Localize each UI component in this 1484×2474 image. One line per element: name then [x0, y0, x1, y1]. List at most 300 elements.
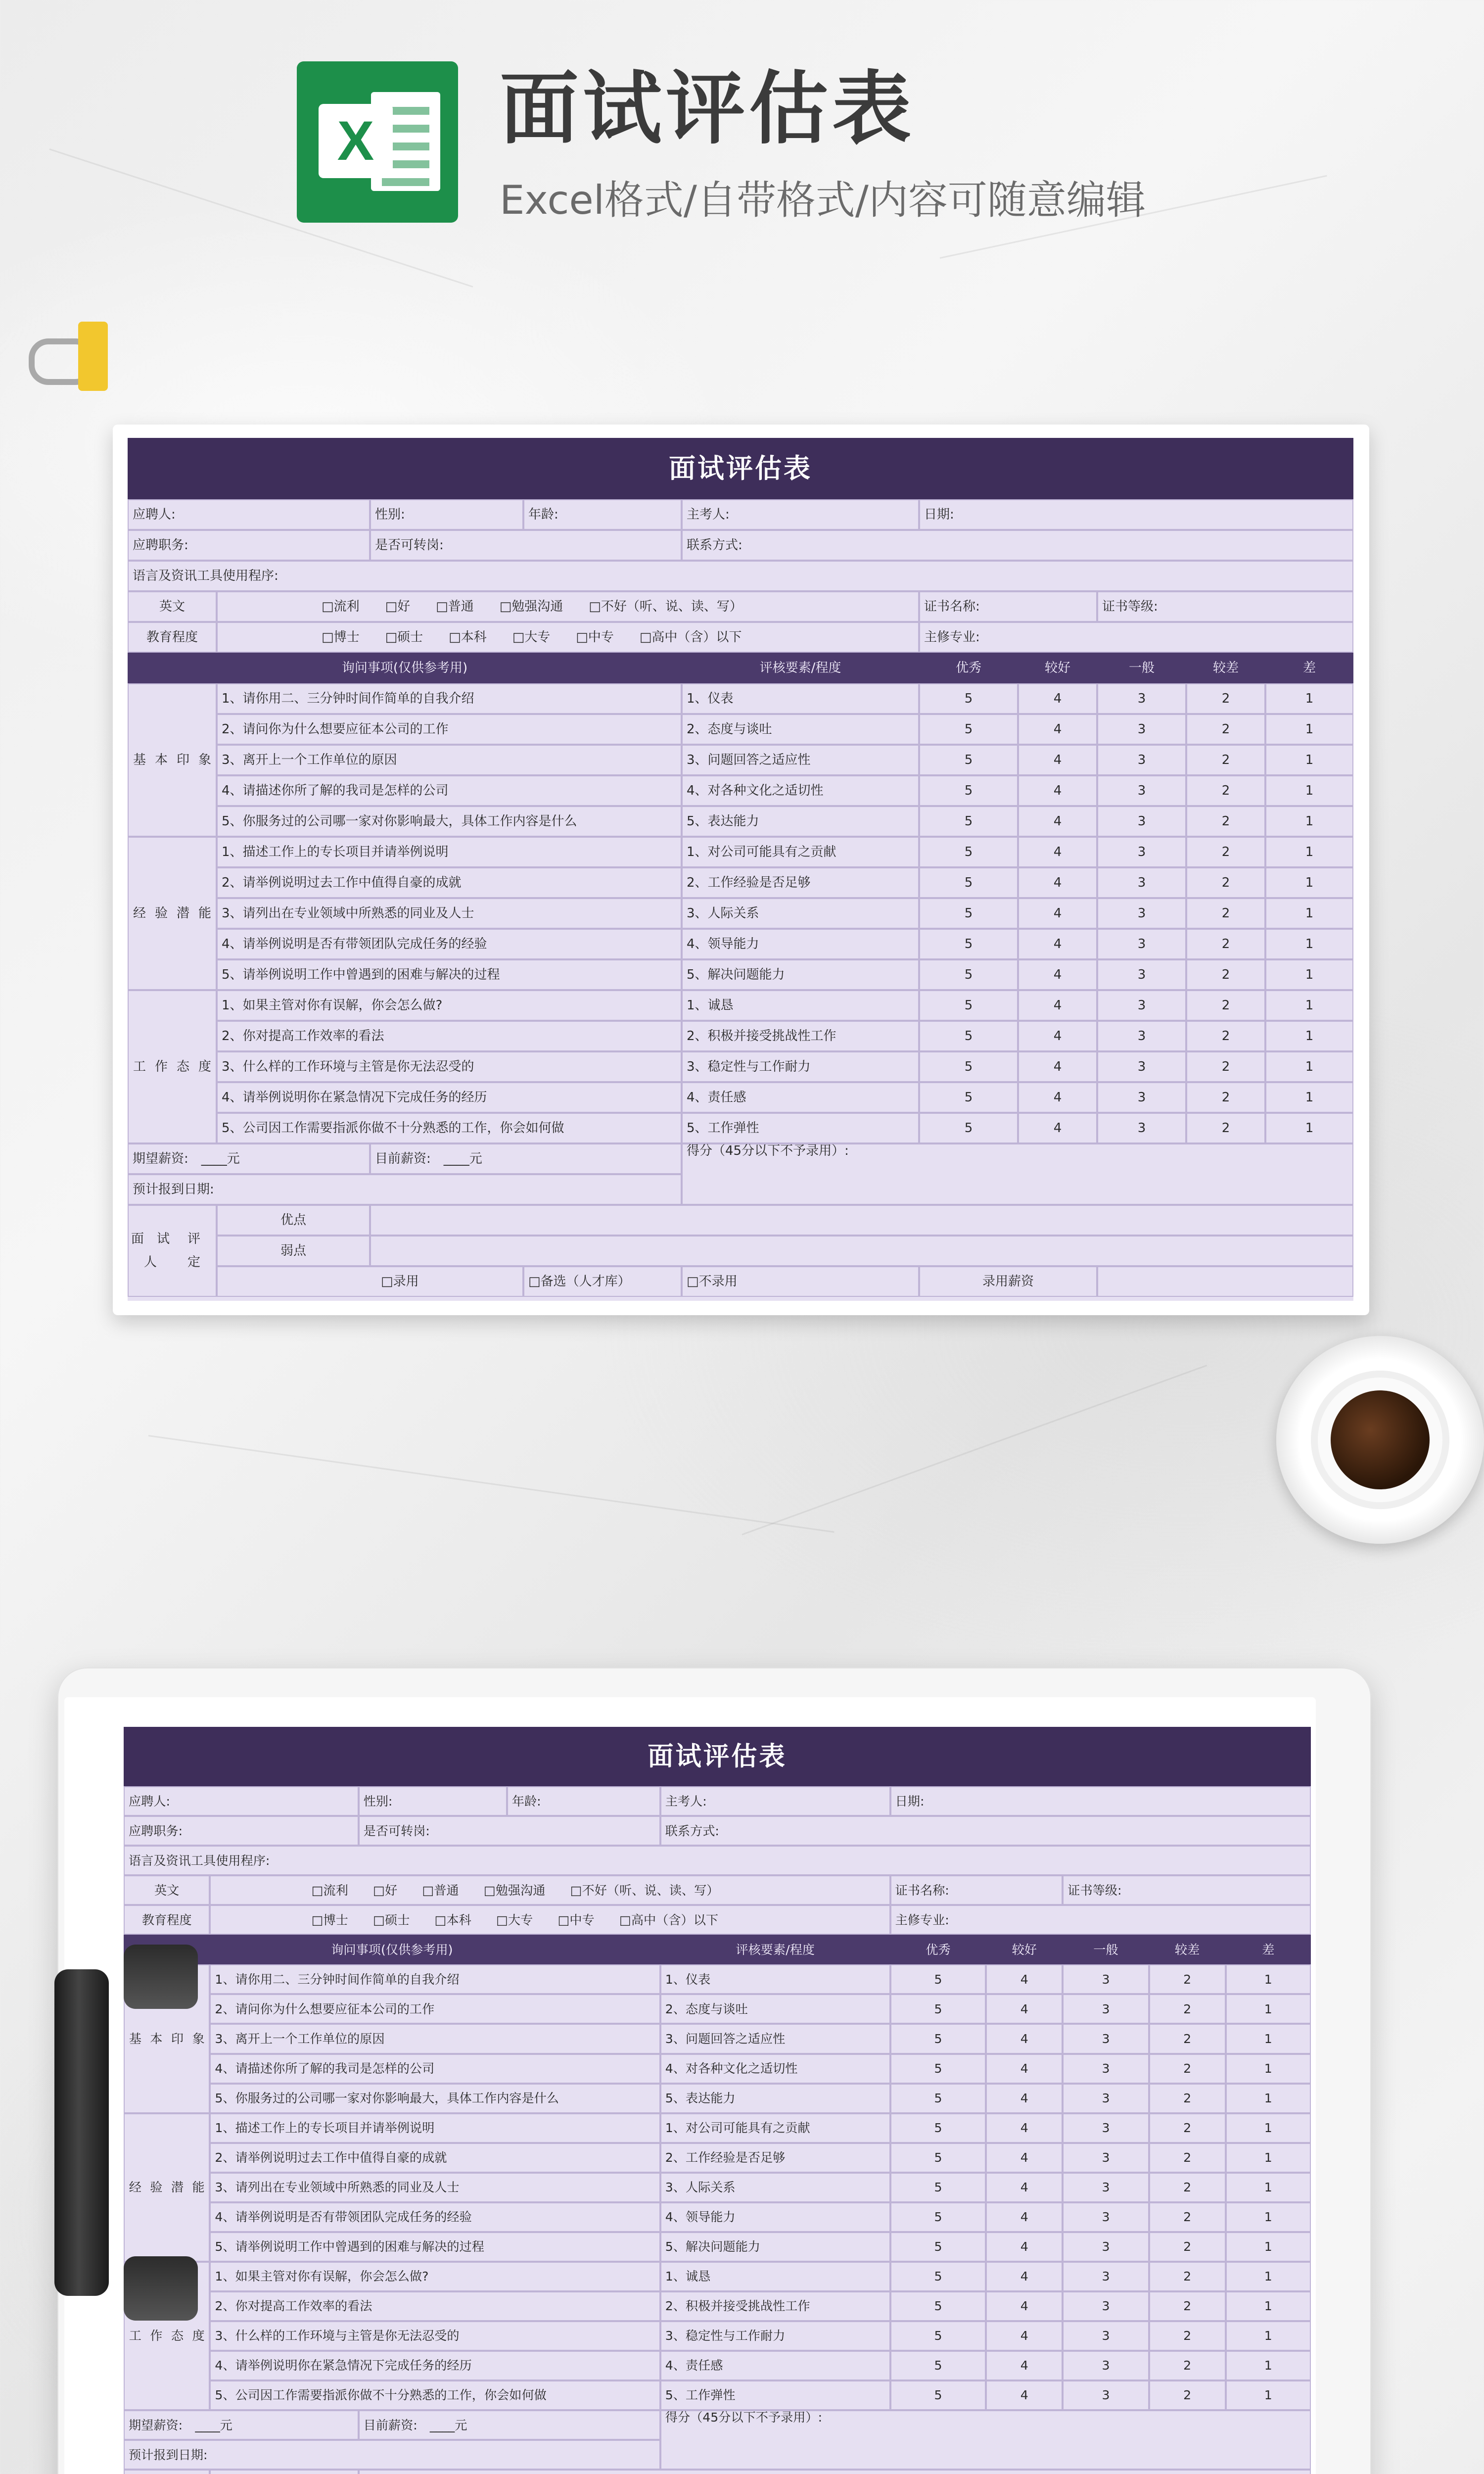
score-cell: 3 [1063, 2113, 1149, 2143]
score-cell: 2 [1149, 2380, 1226, 2410]
cert-level-field: 证书等级: [1097, 591, 1353, 622]
grade-header: 差 [1265, 653, 1353, 683]
expected-salary: 期望薪资: ____元 [128, 1143, 370, 1174]
score-cell: 2 [1186, 1051, 1265, 1082]
question-text: 5、公司因工作需要指派你做不十分熟悉的工作，你会如何做 [210, 2380, 660, 2410]
question-text: 2、请举例说明过去工作中值得自豪的成就 [210, 2143, 660, 2173]
question-text: 1、请你用二、三分钟时间作简单的自我介绍 [210, 1964, 660, 1994]
criteria-text: 4、对各种文化之适切性 [682, 775, 919, 806]
score-cell: 5 [919, 990, 1018, 1021]
score-cell: 4 [986, 2024, 1063, 2053]
score-cell: 1 [1226, 2380, 1311, 2410]
score-cell: 5 [890, 2173, 986, 2202]
score-cell: 3 [1063, 2173, 1149, 2202]
criteria-text: 2、积极并接受挑战性工作 [682, 1021, 919, 1051]
applicant-field: 应聘人: [128, 499, 370, 530]
score-cell: 3 [1097, 990, 1186, 1021]
section-label-char: 度 [198, 1059, 211, 1074]
criteria-text: 1、仪表 [682, 683, 919, 714]
criteria-header: 评核要素/程度 [682, 653, 919, 683]
score-cell: 4 [1018, 1051, 1097, 1082]
coffee-cup-icon [1276, 1336, 1484, 1583]
major-field: 主修专业: [919, 622, 1353, 653]
section-label-char: 验 [150, 2180, 163, 2195]
score-cell: 2 [1186, 929, 1265, 959]
score-cell: 5 [890, 2143, 986, 2173]
score-cell: 2 [1186, 990, 1265, 1021]
score-cell: 2 [1186, 775, 1265, 806]
evaluation-label-line: 面 试 人 [131, 1232, 183, 1270]
score-cell: 3 [1097, 683, 1186, 714]
question-text: 4、请描述你所了解的我司是怎样的公司 [210, 2054, 660, 2084]
score-cell: 4 [986, 2321, 1063, 2351]
score-cell: 1 [1265, 1021, 1353, 1051]
score-cell: 5 [890, 2291, 986, 2321]
section-label-char: 象 [192, 2031, 205, 2046]
section-label-char: 能 [192, 2180, 205, 2195]
section-label-char: 基 [133, 752, 146, 767]
age-field: 年龄: [523, 499, 682, 530]
criteria-text: 3、问题回答之适应性 [660, 2024, 890, 2053]
tools-field: 语言及资讯工具使用程序: [128, 561, 1353, 591]
score-cell: 2 [1149, 2084, 1226, 2113]
question-text: 1、如果主管对你有误解，你会怎么做? [210, 2262, 660, 2291]
score-cell: 5 [890, 2321, 986, 2351]
score-cell: 3 [1063, 2351, 1149, 2380]
score-cell: 5 [919, 745, 1018, 775]
question-text: 2、你对提高工作效率的看法 [217, 1021, 682, 1051]
score-cell: 4 [1018, 959, 1097, 990]
grade-header: 较差 [1149, 1935, 1226, 1964]
score-cell: 4 [986, 2380, 1063, 2410]
score-cell: 2 [1186, 714, 1265, 745]
english-options: □流利 □好 □普通 □勉强沟通 □不好（听、说、读、写） [210, 1875, 890, 1905]
question-text: 2、请问你为什么想要应征本公司的工作 [210, 1994, 660, 2024]
score-cell: 5 [919, 775, 1018, 806]
score-cell: 3 [1063, 2202, 1149, 2232]
score-cell: 5 [919, 714, 1018, 745]
section-label-char: 基 [129, 2031, 141, 2046]
score-cell: 1 [1226, 1964, 1311, 1994]
cert-level-field: 证书等级: [1063, 1875, 1311, 1905]
criteria-text: 4、领导能力 [660, 2202, 890, 2232]
criteria-text: 3、稳定性与工作耐力 [660, 2321, 890, 2351]
score-cell: 4 [1018, 867, 1097, 898]
score-cell: 3 [1063, 2054, 1149, 2084]
question-text: 5、请举例说明工作中曾遇到的困难与解决的过程 [217, 959, 682, 990]
score-cell: 3 [1097, 929, 1186, 959]
score-cell: 2 [1186, 683, 1265, 714]
excel-icon-letter: X [319, 104, 393, 178]
question-text: 1、描述工作上的专长项目并请举例说明 [210, 2113, 660, 2143]
score-cell: 1 [1265, 775, 1353, 806]
score-cell: 1 [1265, 683, 1353, 714]
question-header: 询问事项(仅供参考用) [124, 1935, 660, 1964]
binder-clip-icon [29, 322, 113, 391]
section-label-char: 印 [176, 752, 189, 767]
score-cell: 3 [1063, 2232, 1149, 2262]
score-cell: 1 [1265, 837, 1353, 867]
score-cell: 1 [1226, 2321, 1311, 2351]
question-text: 1、请你用二、三分钟时间作简单的自我介绍 [217, 683, 682, 714]
score-cell: 2 [1149, 2202, 1226, 2232]
score-cell: 1 [1226, 2173, 1311, 2202]
score-cell: 4 [1018, 1021, 1097, 1051]
score-cell: 2 [1149, 2321, 1226, 2351]
section-label-char: 作 [150, 2329, 163, 2343]
major-field: 主修专业: [890, 1905, 1311, 1935]
transfer-field: 是否可转岗: [359, 1816, 660, 1846]
score-cell: 1 [1265, 714, 1353, 745]
question-text: 4、请描述你所了解的我司是怎样的公司 [217, 775, 682, 806]
question-text: 3、离开上一个工作单位的原因 [210, 2024, 660, 2053]
score-cell: 5 [919, 683, 1018, 714]
transfer-field: 是否可转岗: [370, 530, 682, 561]
score-cell: 5 [890, 1964, 986, 1994]
score-cell: 1 [1265, 898, 1353, 929]
score-cell: 2 [1186, 898, 1265, 929]
cert-name-field: 证书名称: [919, 591, 1097, 622]
score-cell: 2 [1149, 2143, 1226, 2173]
score-cell: 1 [1226, 2291, 1311, 2321]
english-label: 英文 [128, 591, 217, 622]
question-text: 3、什么样的工作环境与主管是你无法忍受的 [210, 2321, 660, 2351]
criteria-text: 4、对各种文化之适切性 [660, 2054, 890, 2084]
score-cell: 2 [1149, 2054, 1226, 2084]
criteria-text: 4、责任感 [682, 1082, 919, 1113]
score-cell: 1 [1265, 1113, 1353, 1143]
current-salary: 目前薪资: ____元 [359, 2410, 660, 2440]
question-text: 4、请举例说明你在紧急情况下完成任务的经历 [210, 2351, 660, 2380]
criteria-text: 1、仪表 [660, 1964, 890, 1994]
score-cell: 2 [1186, 837, 1265, 867]
strengths-field [370, 1205, 1353, 1236]
criteria-text: 5、解决问题能力 [660, 2232, 890, 2262]
score-cell: 3 [1063, 2380, 1149, 2410]
score-cell: 1 [1265, 959, 1353, 990]
criteria-text: 3、稳定性与工作耐力 [682, 1051, 919, 1082]
score-cell: 5 [919, 806, 1018, 837]
score-field: 得分（45分以下不予录用）: [682, 1143, 1353, 1205]
expected-salary: 期望薪资: ____元 [124, 2410, 359, 2440]
section-label-char: 本 [150, 2031, 163, 2046]
tools-field: 语言及资讯工具使用程序: [124, 1846, 1311, 1875]
evaluation-label [128, 1205, 227, 1297]
score-cell: 3 [1097, 1113, 1186, 1143]
score-cell: 3 [1097, 1051, 1186, 1082]
score-cell: 5 [890, 2380, 986, 2410]
criteria-text: 3、问题回答之适应性 [682, 745, 919, 775]
score-cell: 1 [1226, 2351, 1311, 2380]
criteria-text: 2、态度与谈吐 [682, 714, 919, 745]
score-cell: 4 [1018, 1113, 1097, 1143]
page-title: 面试评估表 [500, 62, 916, 155]
position-field: 应聘职务: [124, 1816, 359, 1846]
weaknesses-field [370, 1236, 1353, 1266]
form-title: 面试评估表 [128, 438, 1353, 499]
excel-icon [297, 61, 458, 223]
score-cell: 3 [1063, 2143, 1149, 2173]
question-text: 4、请举例说明是否有带领团队完成任务的经验 [210, 2202, 660, 2232]
score-cell: 5 [890, 2054, 986, 2084]
score-cell: 4 [1018, 929, 1097, 959]
question-text: 4、请举例说明你在紧急情况下完成任务的经历 [217, 1082, 682, 1113]
question-text: 2、你对提高工作效率的看法 [210, 2291, 660, 2321]
question-text: 3、请列出在专业领域中所熟悉的同业及人士 [217, 898, 682, 929]
reserve-option: □备选（人才库） [523, 1266, 682, 1297]
strengths-label: 优点 [217, 1205, 370, 1236]
evaluation-label [124, 2470, 210, 2474]
grade-header: 较差 [1186, 653, 1265, 683]
section-label-char: 印 [171, 2031, 184, 2046]
score-cell: 5 [890, 2202, 986, 2232]
criteria-text: 1、对公司可能具有之贡献 [660, 2113, 890, 2143]
score-cell: 3 [1097, 775, 1186, 806]
score-cell: 3 [1097, 745, 1186, 775]
section-label-char: 度 [192, 2329, 205, 2343]
education-options: □博士 □硕士 □本科 □大专 □中专 □高中（含）以下 [217, 622, 919, 653]
score-cell: 4 [986, 2232, 1063, 2262]
score-cell: 1 [1265, 867, 1353, 898]
score-cell: 4 [986, 2262, 1063, 2291]
score-cell: 3 [1063, 2024, 1149, 2053]
score-cell: 5 [890, 2232, 986, 2262]
score-cell: 1 [1265, 929, 1353, 959]
english-options: □流利 □好 □普通 □勉强沟通 □不好（听、说、读、写） [217, 591, 919, 622]
strengths-label [210, 2470, 358, 2474]
score-cell: 5 [919, 1051, 1018, 1082]
grade-header: 一般 [1097, 653, 1186, 683]
score-cell: 2 [1186, 959, 1265, 990]
score-cell: 2 [1149, 2173, 1226, 2202]
grade-header: 优秀 [890, 1935, 986, 1964]
score-cell: 3 [1097, 1082, 1186, 1113]
criteria-text: 1、诚恳 [660, 2262, 890, 2291]
examiner-field: 主考人: [682, 499, 919, 530]
reject-option: □不录用 [682, 1266, 919, 1297]
question-text: 3、离开上一个工作单位的原因 [217, 745, 682, 775]
score-cell: 5 [919, 929, 1018, 959]
cert-name-field: 证书名称: [890, 1875, 1063, 1905]
score-cell: 5 [919, 867, 1018, 898]
criteria-text: 3、人际关系 [682, 898, 919, 929]
date-field: 日期: [890, 1786, 1311, 1816]
criteria-text: 4、领导能力 [682, 929, 919, 959]
score-cell: 4 [986, 2143, 1063, 2173]
criteria-text: 2、工作经验是否足够 [660, 2143, 890, 2173]
score-cell: 4 [1018, 745, 1097, 775]
examiner-field: 主考人: [660, 1786, 890, 1816]
grade-header: 优秀 [919, 653, 1018, 683]
score-cell: 3 [1097, 837, 1186, 867]
score-cell: 4 [1018, 898, 1097, 929]
score-cell: 1 [1265, 1082, 1353, 1113]
grade-header: 差 [1226, 1935, 1311, 1964]
form-title: 面试评估表 [124, 1727, 1311, 1786]
score-cell: 4 [1018, 806, 1097, 837]
criteria-text: 5、工作弹性 [660, 2380, 890, 2410]
score-cell: 5 [919, 959, 1018, 990]
criteria-text: 5、工作弹性 [682, 1113, 919, 1143]
criteria-text: 1、对公司可能具有之贡献 [682, 837, 919, 867]
report-date-field: 预计报到日期: [128, 1174, 682, 1205]
score-cell: 5 [919, 898, 1018, 929]
gender-field: 性别: [370, 499, 523, 530]
interview-form-bottom [124, 1727, 1311, 2474]
score-cell: 3 [1097, 1021, 1186, 1051]
score-cell: 5 [890, 2024, 986, 2053]
evaluation-label-line: 评 定 [187, 1232, 227, 1270]
score-cell: 4 [986, 2291, 1063, 2321]
question-text: 2、请举例说明过去工作中值得自豪的成就 [217, 867, 682, 898]
section-label-char: 态 [171, 2329, 184, 2343]
score-cell: 2 [1186, 867, 1265, 898]
question-text: 5、你服务过的公司哪一家对你影响最大，具体工作内容是什么 [217, 806, 682, 837]
score-cell: 4 [986, 2173, 1063, 2202]
score-cell: 1 [1265, 745, 1353, 775]
score-cell: 3 [1063, 1994, 1149, 2024]
section-label-char: 经 [129, 2180, 141, 2195]
education-label: 教育程度 [128, 622, 217, 653]
page-subtitle: Excel格式/自带格式/内容可随意编辑 [500, 177, 1146, 223]
score-cell: 4 [986, 2084, 1063, 2113]
score-cell: 2 [1186, 1021, 1265, 1051]
score-cell: 2 [1149, 2113, 1226, 2143]
score-cell: 2 [1149, 2291, 1226, 2321]
score-cell: 4 [1018, 775, 1097, 806]
question-text: 1、如果主管对你有误解，你会怎么做? [217, 990, 682, 1021]
section-label-char: 态 [176, 1059, 189, 1074]
score-cell: 4 [1018, 837, 1097, 867]
score-cell: 5 [890, 2351, 986, 2380]
criteria-text: 5、解决问题能力 [682, 959, 919, 990]
section-label-char: 本 [154, 752, 168, 767]
score-cell: 3 [1063, 2321, 1149, 2351]
score-cell: 5 [890, 1994, 986, 2024]
report-date-field: 预计报到日期: [124, 2440, 660, 2470]
score-cell: 2 [1149, 2262, 1226, 2291]
criteria-text: 3、人际关系 [660, 2173, 890, 2202]
score-cell: 3 [1097, 898, 1186, 929]
score-cell: 3 [1063, 1964, 1149, 1994]
grade-header: 较好 [986, 1935, 1063, 1964]
score-cell: 5 [919, 1113, 1018, 1143]
score-cell: 2 [1149, 2351, 1226, 2380]
score-field: 得分（45分以下不予录用）: [660, 2410, 1311, 2470]
score-cell: 2 [1149, 2232, 1226, 2262]
date-field: 日期: [919, 499, 1353, 530]
english-label: 英文 [124, 1875, 210, 1905]
score-cell: 4 [986, 1994, 1063, 2024]
question-header: 询问事项(仅供参考用) [128, 653, 682, 683]
score-cell: 1 [1265, 806, 1353, 837]
grade-header: 一般 [1063, 1935, 1149, 1964]
score-cell: 5 [890, 2084, 986, 2113]
score-cell: 1 [1226, 2024, 1311, 2053]
score-cell: 2 [1149, 1994, 1226, 2024]
score-cell: 2 [1186, 1113, 1265, 1143]
criteria-text: 2、积极并接受挑战性工作 [660, 2291, 890, 2321]
section-label [128, 683, 217, 837]
education-options: □博士 □硕士 □本科 □大专 □中专 □高中（含）以下 [210, 1905, 890, 1935]
offer-salary-field [1097, 1266, 1353, 1297]
score-cell: 4 [1018, 1082, 1097, 1113]
question-text: 5、公司因工作需要指派你做不十分熟悉的工作，你会如何做 [217, 1113, 682, 1143]
score-cell: 4 [986, 2054, 1063, 2084]
age-field: 年龄: [507, 1786, 660, 1816]
score-cell: 5 [890, 2113, 986, 2143]
offer-salary-label: 录用薪资 [919, 1266, 1097, 1297]
section-label-char: 工 [129, 2329, 141, 2343]
score-cell: 5 [919, 1082, 1018, 1113]
question-text: 3、请列出在专业领域中所熟悉的同业及人士 [210, 2173, 660, 2202]
applicant-field: 应聘人: [124, 1786, 359, 1816]
section-label-char: 潜 [176, 905, 189, 921]
score-cell: 3 [1063, 2291, 1149, 2321]
section-label-char: 经 [133, 905, 146, 921]
section-label [128, 837, 217, 990]
hire-option: □录用 [217, 1266, 523, 1297]
score-cell: 1 [1226, 2113, 1311, 2143]
section-label-char: 验 [154, 905, 168, 921]
current-salary: 目前薪资: ____元 [370, 1143, 682, 1174]
section-label-char: 潜 [171, 2180, 184, 2195]
question-text: 3、什么样的工作环境与主管是你无法忍受的 [217, 1051, 682, 1082]
score-cell: 1 [1226, 2232, 1311, 2262]
criteria-text: 5、表达能力 [682, 806, 919, 837]
criteria-text: 2、工作经验是否足够 [682, 867, 919, 898]
score-cell: 1 [1226, 1994, 1311, 2024]
score-cell: 4 [1018, 714, 1097, 745]
score-cell: 2 [1186, 806, 1265, 837]
score-cell: 1 [1226, 2143, 1311, 2173]
contact-field: 联系方式: [682, 530, 1353, 561]
score-cell: 2 [1186, 1082, 1265, 1113]
question-text: 1、描述工作上的专长项目并请举例说明 [217, 837, 682, 867]
grade-header: 较好 [1018, 653, 1097, 683]
score-cell: 1 [1265, 1051, 1353, 1082]
question-text: 2、请问你为什么想要应征本公司的工作 [217, 714, 682, 745]
question-text: 5、你服务过的公司哪一家对你影响最大，具体工作内容是什么 [210, 2084, 660, 2113]
score-cell: 4 [986, 2113, 1063, 2143]
criteria-text: 1、诚恳 [682, 990, 919, 1021]
score-cell: 3 [1097, 714, 1186, 745]
section-label-char: 工 [133, 1059, 146, 1074]
score-cell: 4 [986, 1964, 1063, 1994]
section-label [128, 990, 217, 1143]
score-cell: 2 [1149, 1964, 1226, 1994]
score-cell: 1 [1226, 2084, 1311, 2113]
criteria-header: 评核要素/程度 [660, 1935, 890, 1964]
criteria-text: 4、责任感 [660, 2351, 890, 2380]
score-cell: 5 [919, 1021, 1018, 1051]
section-label-char: 能 [198, 905, 211, 921]
score-cell: 1 [1226, 2202, 1311, 2232]
question-text: 5、请举例说明工作中曾遇到的困难与解决的过程 [210, 2232, 660, 2262]
section-label-char: 作 [154, 1059, 168, 1074]
contact-field: 联系方式: [660, 1816, 1311, 1846]
score-cell: 4 [986, 2202, 1063, 2232]
score-cell: 3 [1097, 959, 1186, 990]
score-cell: 4 [986, 2351, 1063, 2380]
score-cell: 1 [1226, 2262, 1311, 2291]
position-field: 应聘职务: [128, 530, 370, 561]
education-label: 教育程度 [124, 1905, 210, 1935]
weaknesses-label: 弱点 [217, 1236, 370, 1266]
score-cell: 1 [1226, 2054, 1311, 2084]
interview-form-top [128, 438, 1353, 1301]
score-cell: 4 [1018, 990, 1097, 1021]
